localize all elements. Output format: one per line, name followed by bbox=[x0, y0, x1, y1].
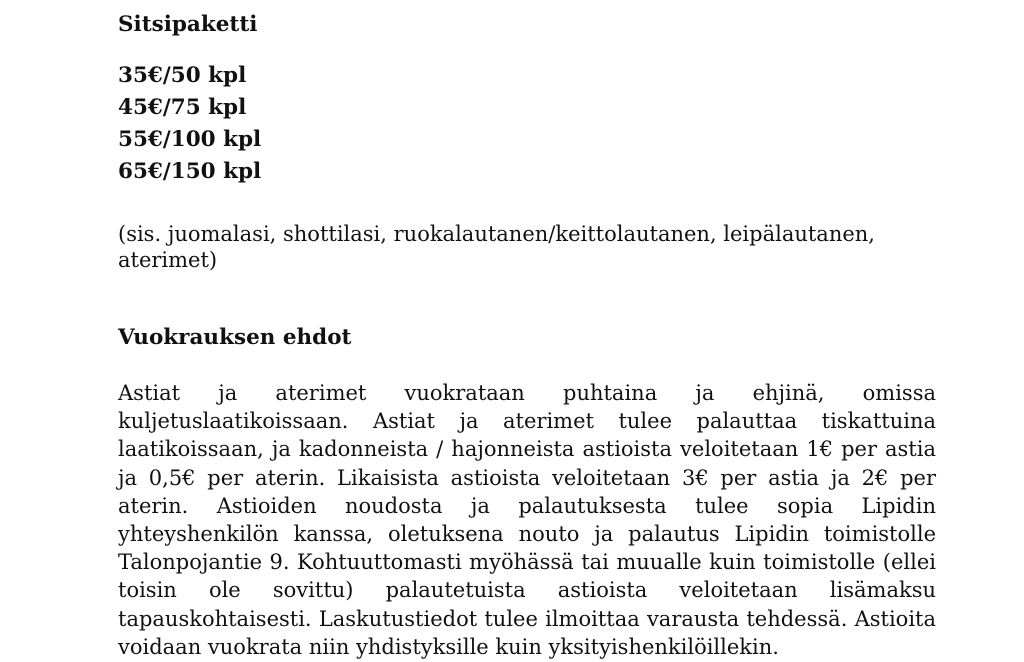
price-option: 35€/50 kpl bbox=[118, 63, 247, 88]
terms-paragraph: Astiat ja aterimet vuokrataan puhtaina ja ehjinä, omissa kuljetuslaatikoissaan. Astiat ja aterimet tulee palauttaa tiskattuina laatikoissaan, ja kadonneista / hajonneista astioista veloitetaan 1€ per astia ja 0,5€ per aterin. Likaisista astioista veloitetaan 3€ per astia ja 2€ per aterin. Astioiden noudosta ja palautuksesta tulee sopia Lipidin yhteyshenkilön kanssa, oletuksena nouto ja palautus Lipidin toimistolle Talonpojantie 9. Kohtuuttomasti myöhässä tai muualle kuin toimistolle (ellei toisin ole sovittu) palautetuista astioista veloitetaan lisämaksu tapauskohtaisesti. Laskutustiedot tulee ilmoittaa varausta tehdessä. Astioita voidaan vuokrata niin yhdistyksille kuin yksityishenkilöillekin. bbox=[118, 381, 936, 659]
includes-note: (sis. juomalasi, shottilasi, ruokalautanen/keittolautanen, leipälautanen, aterimet) bbox=[118, 222, 875, 272]
price-list bbox=[118, 60, 936, 188]
price-option: 45€/75 kpl bbox=[118, 95, 247, 120]
package-title: Sitsipaketti bbox=[118, 12, 258, 37]
price-option: 65€/150 kpl bbox=[118, 159, 262, 184]
price-option: 55€/100 kpl bbox=[118, 127, 262, 152]
terms-heading: Vuokrauksen ehdot bbox=[118, 325, 352, 350]
